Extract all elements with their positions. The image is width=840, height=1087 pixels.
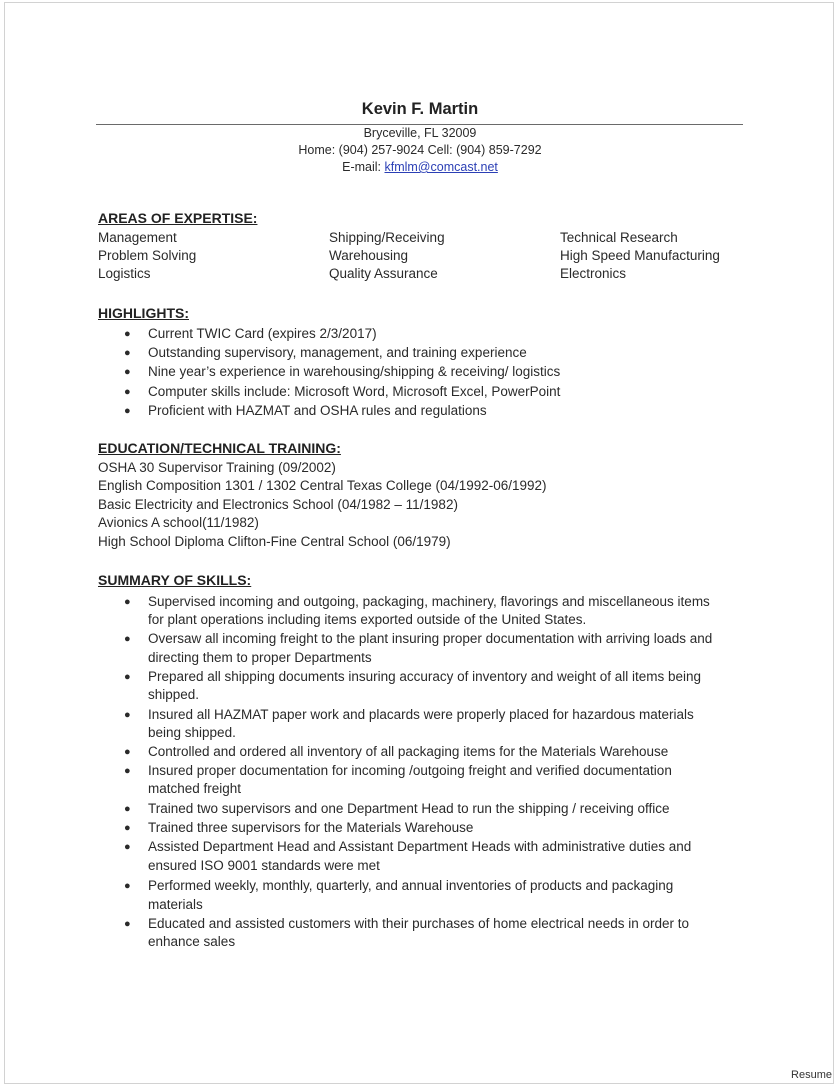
- resume-page: Kevin F. Martin Bryceville, FL 32009 Home: (904) 257-9024 Cell: (904) 859-7292 E-mail: kfmlm@comcast.net AREAS OF EXPERTISE: Management Shipping/Receiving Technical Research Problem Solving Warehousing High Speed Manufacturing Logistics Quality Assurance Electronics HIGHLIGHTS: ● Current TWIC Card (expires 2/3/2017) ● Outstanding supervisory, management, and training experience ● Nine year’s experience in warehousing/shipping & receiving/ logistics ● Computer skills include: Microsoft Word, Microsoft Excel, PowerPoint ● Proficient with HAZMAT and OSHA rules and regulations EDUCATION/TECHNICAL TRAINING: OSHA 30 Supervisor Training (09/2002) English Composition 1301 / 1302 Central Texas College (04/1992-06/1992) Basic Electricity and Electronics School (04/1982 – 11/1982) Avionics A school(11/1982) High School Diploma Clifton-Fine Central School (06/1979) SUMMARY OF SKILLS: ● Supervised incoming and outgoing, packaging, machinery, flavorings and miscellaneous items for plant operations including items exported outside of the United States. ● Oversaw all incoming freight to the plant insuring proper documentation with arriving loads and directing them to proper Departments ● Prepared all shipping documents insuring accuracy of inventory and weight of all items being shipped. ● Insured all HAZMAT paper work and placards were properly placed for hazardous materials being shipped. ● Controlled and ordered all inventory of all packaging items for the Materials Warehouse ● Insured proper documentation for incoming /outgoing freight and verified documentation matched freight ● Trained two supervisors and one Department Head to run the shipping / receiving office ● Trained three supervisors for the Materials Warehouse ● Assisted Department Head and Assistant Department Heads with administrative duties and ensured ISO 9001 standards were met ● Performed weekly, monthly, quarterly, and annual inventories of products and packaging materials ● Educated and assisted customers with their purchases of home electrical needs in order to enhance sales Resume: [0, 0, 840, 1087]
- bullet-icon: ●: [124, 386, 131, 398]
- education-item: Basic Electricity and Electronics School (04/1982 – 11/1982): [98, 497, 458, 512]
- bullet-icon: ●: [124, 746, 131, 758]
- bullet-icon: ●: [124, 633, 131, 645]
- highlights-heading: HIGHLIGHTS:: [98, 305, 189, 321]
- header-divider: [96, 124, 743, 125]
- education-item: English Composition 1301 / 1302 Central Texas College (04/1992-06/1992): [98, 478, 547, 493]
- address-line: Bryceville, FL 32009: [363, 126, 477, 140]
- expertise-item: High Speed Manufacturing: [560, 248, 720, 263]
- expertise-item: Technical Research: [560, 230, 678, 245]
- expertise-item: Shipping/Receiving: [329, 230, 445, 245]
- bullet-icon: ●: [124, 841, 131, 853]
- footer-label: Resume: [791, 1069, 832, 1081]
- education-item: OSHA 30 Supervisor Training (09/2002): [98, 460, 336, 475]
- education-heading: EDUCATION/TECHNICAL TRAINING:: [98, 440, 341, 456]
- bullet-icon: ●: [124, 918, 131, 930]
- bullet-icon: ●: [124, 328, 131, 340]
- bullet-icon: ●: [124, 709, 131, 721]
- bullet-icon: ●: [124, 366, 131, 378]
- education-item: High School Diploma Clifton-Fine Central School (06/1979): [98, 534, 451, 549]
- email-link[interactable]: kfmlm@comcast.net: [384, 160, 498, 174]
- bullet-icon: ●: [124, 880, 131, 892]
- expertise-item: Logistics: [98, 266, 151, 281]
- bullet-icon: ●: [124, 765, 131, 777]
- expertise-heading: AREAS OF EXPERTISE:: [98, 210, 258, 226]
- expertise-item: Warehousing: [329, 248, 409, 263]
- expertise-item: Quality Assurance: [329, 266, 438, 281]
- expertise-item: Management: [98, 230, 177, 245]
- email-line: [0, 160, 840, 174]
- skills-heading: SUMMARY OF SKILLS:: [98, 572, 252, 588]
- bullet-icon: ●: [124, 803, 131, 815]
- bullet-icon: ●: [124, 405, 131, 417]
- bullet-icon: ●: [124, 822, 131, 834]
- bullet-icon: ●: [124, 671, 131, 683]
- phone-line: Home: (904) 257-9024 Cell: (904) 859-7292: [298, 143, 542, 157]
- bullet-icon: ●: [124, 347, 131, 359]
- email-label: E-mail:: [342, 160, 385, 174]
- candidate-name: Kevin F. Martin: [361, 100, 479, 118]
- bullet-icon: ●: [124, 596, 131, 608]
- education-item: Avionics A school(11/1982): [98, 515, 259, 530]
- expertise-item: Electronics: [560, 266, 627, 281]
- expertise-item: Problem Solving: [98, 248, 197, 263]
